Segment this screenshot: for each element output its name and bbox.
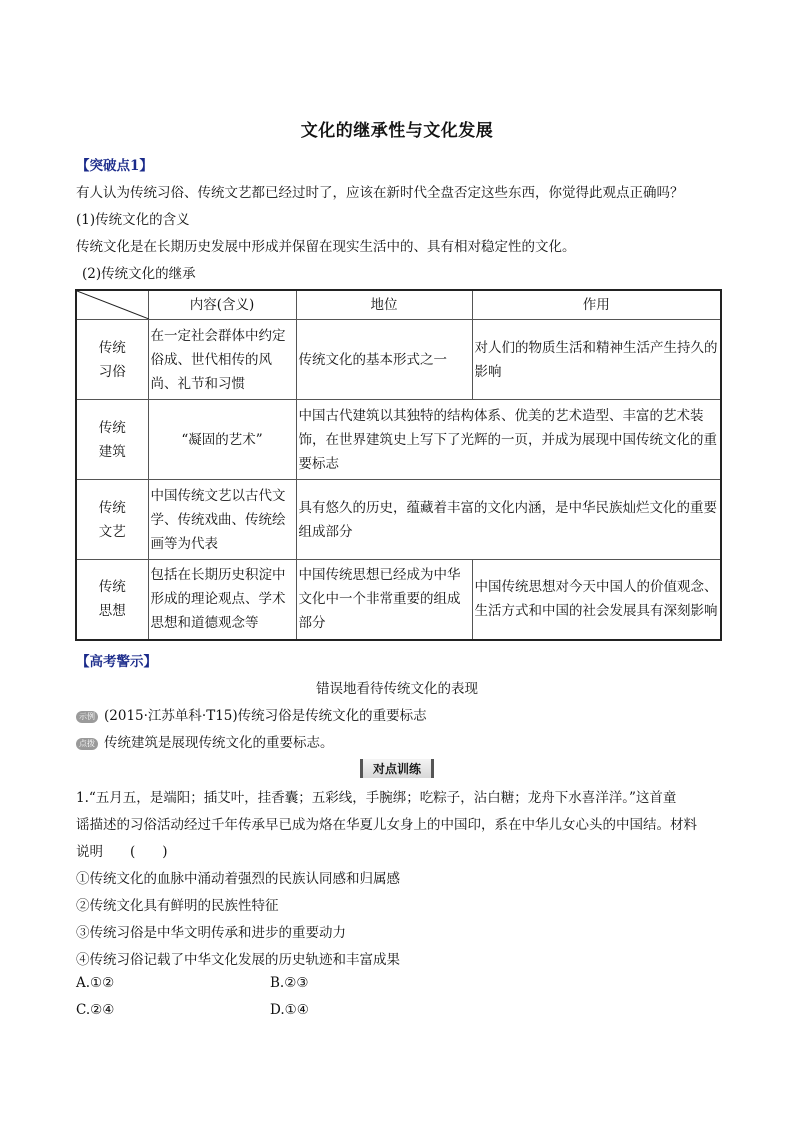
diagonal-line [77, 291, 149, 319]
header-content: 内容(含义) [148, 290, 296, 320]
row-name-line: 传统 [98, 419, 126, 436]
example-line [76, 704, 427, 724]
row-content: “凝固的艺术” [148, 400, 296, 480]
sub1-text: 传统文化是在长期历史发展中形成并保留在现实生活中的、具有相对稳定性的文化。 [76, 239, 576, 255]
training-label: 对点训练 [360, 759, 434, 778]
option-d: D.①④ [270, 1002, 309, 1018]
table-row [76, 480, 721, 560]
row-content: 在一定社会群体中约定俗成、世代相传的风尚、礼节和习惯 [148, 320, 296, 400]
diagonal-header-cell [76, 290, 148, 320]
table-header-row [76, 290, 721, 320]
row-name-line: 习俗 [98, 363, 126, 380]
comment-line [76, 731, 334, 751]
row-name-line: 传统 [98, 499, 126, 516]
row-status: 传统文化的基本形式之一 [296, 320, 472, 400]
question-1-line-2: 谣描述的习俗活动经过千年传承早已成为烙在华夏儿女身上的中国印，系在中华儿女心头的中国结。材料 [76, 817, 697, 833]
row-name [76, 560, 148, 640]
header-effect: 作用 [472, 290, 721, 320]
statement-3: ③传统习俗是中华文明传承和进步的重要动力 [76, 925, 346, 941]
question-1-line-3: 说明 ( ) [76, 844, 168, 860]
example-text: (2015·江苏单科·T15)传统习俗是传统文化的重要标志 [104, 708, 427, 724]
training-banner [0, 758, 794, 778]
option-b: B.②③ [270, 975, 309, 991]
row-name [76, 480, 148, 560]
row-content: 包括在长期历史积淀中形成的理论观点、学术思想和道德观念等 [148, 560, 296, 640]
row-name [76, 320, 148, 400]
tradition-table [75, 289, 722, 641]
question-1-line-1: 1.“五月五，是端阳；插艾叶，挂香囊；五彩线，手腕绑；吃粽子，沾白糖；龙舟下水喜洋洋。”这首童 [76, 790, 677, 806]
statement-1: ①传统文化的血脉中涌动着强烈的民族认同感和归属感 [76, 871, 400, 887]
warning-title: 错误地看待传统文化的表现 [316, 681, 478, 697]
row-content: 中国传统文艺以古代文学、传统戏曲、传统绘画等为代表 [148, 480, 296, 560]
header-status: 地位 [296, 290, 472, 320]
statement-4: ④传统习俗记载了中华文化发展的历史轨迹和丰富成果 [76, 952, 400, 968]
table-row [76, 560, 721, 640]
table-row [76, 400, 721, 480]
row-name-line: 传统 [98, 579, 126, 596]
sub2-heading: (2)传统文化的继承 [82, 266, 196, 282]
warning-label: 【高考警示】 [76, 654, 157, 670]
row-name-line: 思想 [98, 603, 126, 620]
statement-2: ②传统文化具有鲜明的民族性特征 [76, 898, 279, 914]
row-merged: 中国古代建筑以其独特的结构体系、优美的艺术造型、丰富的艺术装饰，在世界建筑史上写下了光辉的一页，并成为展现中国传统文化的重要标志 [296, 400, 721, 480]
table-row [76, 320, 721, 400]
page-title: 文化的继承性与文化发展 [300, 121, 494, 141]
row-effect: 对人们的物质生活和精神生活产生持久的影响 [472, 320, 721, 400]
example-badge: 示例 [76, 711, 98, 723]
breakthrough-label: 【突破点1】 [76, 158, 153, 174]
row-effect: 中国传统思想对今天中国人的价值观念、生活方式和中国的社会发展具有深刻影响 [472, 560, 721, 640]
row-name-line: 文艺 [98, 523, 126, 540]
option-a: A.①② [76, 975, 115, 991]
comment-text: 传统建筑是展现传统文化的重要标志。 [104, 735, 334, 751]
comment-badge: 点拨 [76, 738, 98, 750]
row-name-line: 建筑 [98, 443, 126, 460]
row-name-line: 传统 [98, 339, 126, 356]
row-status: 中国传统思想已经成为中华文化中一个非常重要的组成部分 [296, 560, 472, 640]
sub1-heading: (1)传统文化的含义 [76, 212, 190, 228]
row-merged: 具有悠久的历史，蕴藏着丰富的文化内涵，是中华民族灿烂文化的重要组成部分 [296, 480, 721, 560]
option-c: C.②④ [76, 1002, 115, 1018]
row-name [76, 400, 148, 480]
question-text: 有人认为传统习俗、传统文艺都已经过时了，应该在新时代全盘否定这些东西，你觉得此观点正确吗？ [76, 185, 684, 201]
